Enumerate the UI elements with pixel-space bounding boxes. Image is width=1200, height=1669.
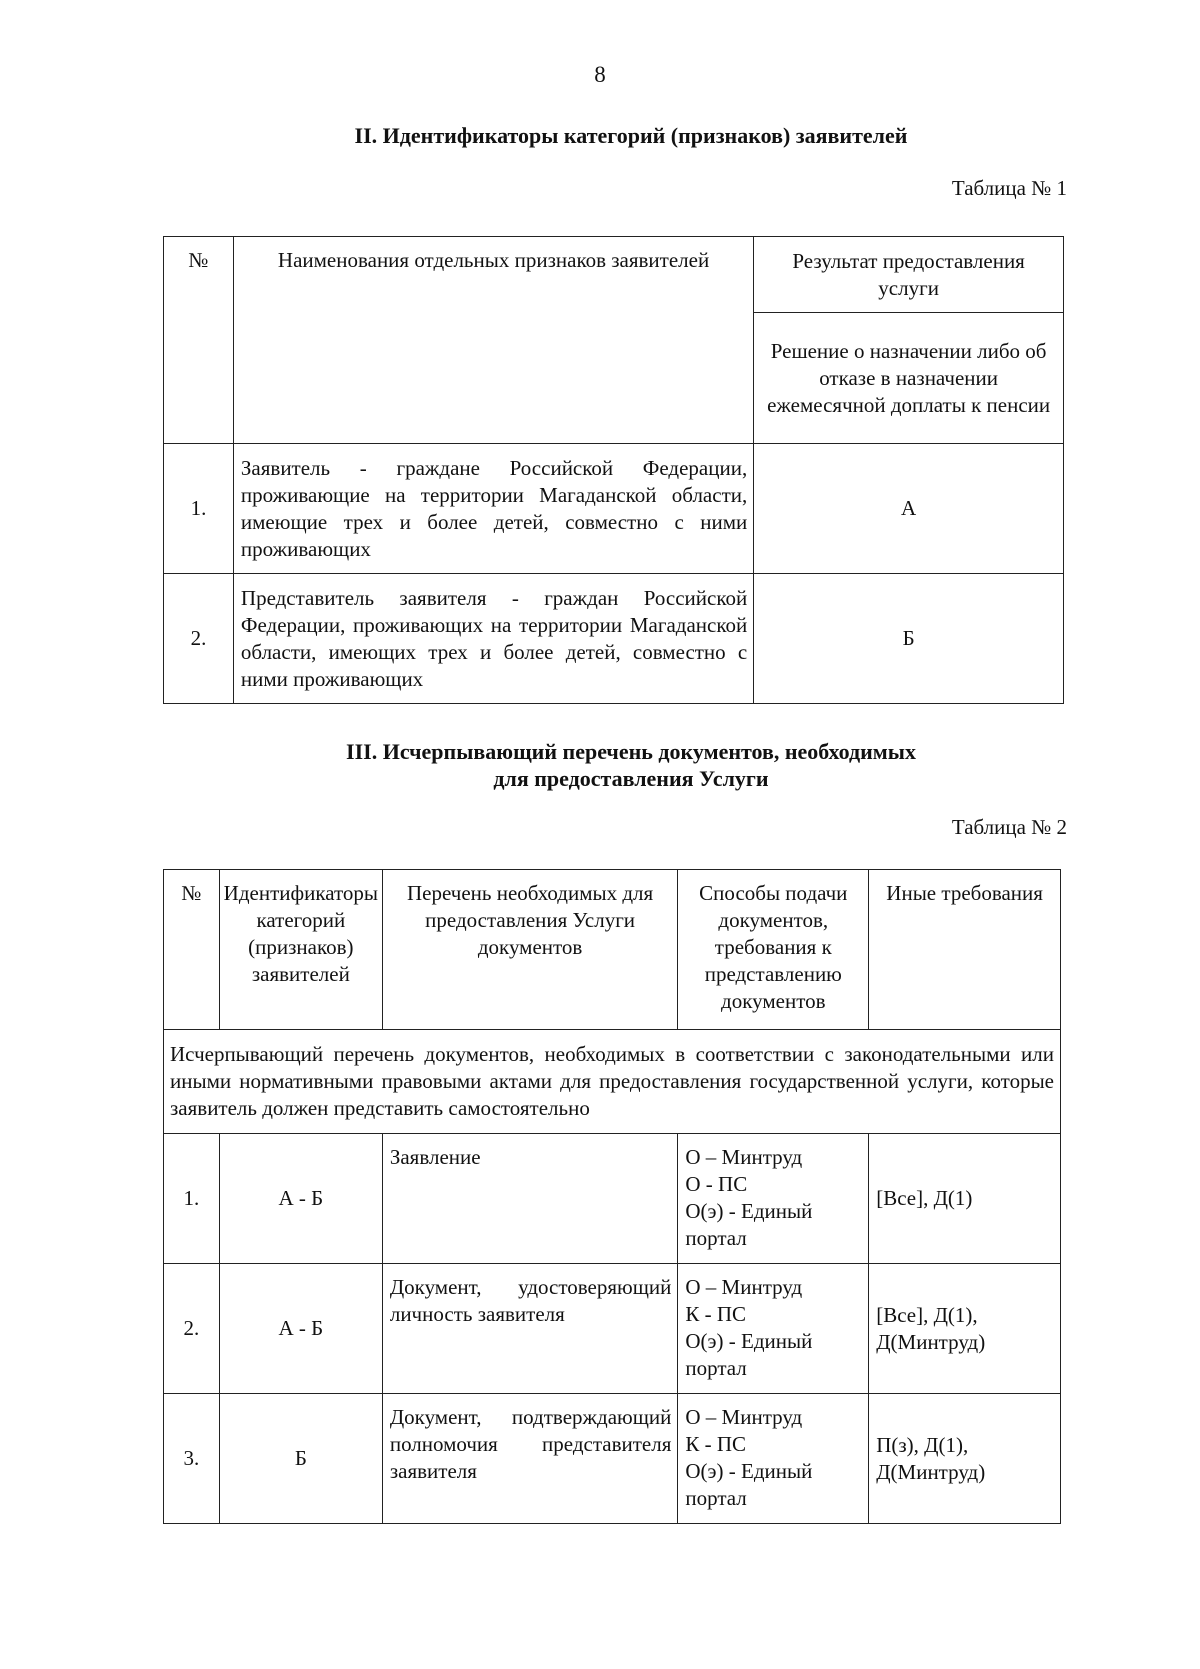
method-line: О – Минтруд [685,1275,803,1299]
table2-header-num: № [164,870,220,1030]
table1-row-result: Б [754,574,1064,704]
table1-row [164,444,1064,574]
table2-row-doc: Документ, подтверждающий полномочия представителя заявителя [382,1394,678,1524]
table2-row-methods [678,1134,869,1264]
table2-header-docs: Перечень необходимых для предоставления Услуги документов [382,870,678,1030]
page-number: 8 [594,62,606,87]
method-line: О – Минтруд [685,1145,803,1169]
table1-header-name: Наименования отдельных признаков заявителей [233,237,753,444]
table2-row-doc: Документ, удостоверяющий личность заявителя [382,1264,678,1394]
table1-row-num: 2. [164,574,234,704]
method-line: О - ПС [685,1172,748,1196]
method-line: К - ПС [685,1302,747,1326]
table2-row-doc: Заявление [382,1134,678,1264]
table2-row-num: 3. [164,1394,220,1524]
table2-label: Таблица № 2 [951,815,1067,839]
method-line: О(э) - Единый портал [685,1329,813,1380]
table1-row-num: 1. [164,444,234,574]
section2-heading: II. Идентификаторы категорий (признаков) заявителей [354,123,908,148]
table1 [163,236,1064,704]
method-line: К - ПС [685,1432,747,1456]
table2-header-ident: Идентификаторы категорий (признаков) заявителей [219,870,382,1030]
table1-row [164,574,1064,704]
method-line: О(э) - Единый портал [685,1459,813,1510]
table2-row-other: [Все], Д(1) [869,1134,1061,1264]
table1-row-result: А [754,444,1064,574]
table2-row [164,1394,1061,1524]
table2-row-num: 1. [164,1134,220,1264]
table2-row-methods [678,1264,869,1394]
table2-header-other: Иные требования [869,870,1061,1030]
table2-row-ident: А - Б [219,1134,382,1264]
section3-heading-line1: III. Исчерпывающий перечень документов, необходимых [346,739,916,764]
method-line: О(э) - Единый портал [685,1199,813,1250]
table1-header-result: Результат предоставления услуги [754,237,1064,313]
table2-span-row: Исчерпывающий перечень документов, необходимых в соответствии с законодательными или иными нормативными правовыми актами для предоставления государственной услуги, которые заявитель должен представить самостоятельно [164,1030,1061,1134]
table1-header-result-sub: Решение о назначении либо об отказе в назначении ежемесячной доплаты к пенсии [754,313,1064,444]
method-line: О – Минтруд [685,1405,803,1429]
table1-row-text: Заявитель - граждане Российской Федерации, проживающие на территории Магаданской области, имеющие трех и более детей, совместно с ними проживающих [233,444,753,574]
table1-label: Таблица № 1 [951,176,1067,200]
table2-row-num: 2. [164,1264,220,1394]
table1-header-num: № [164,237,234,444]
table2-row [164,1264,1061,1394]
table1-row-text: Представитель заявителя - граждан Российской Федерации, проживающих на территории Магаданской области, имеющих трех и более детей, совместно с ними проживающих [233,574,753,704]
table2 [163,869,1061,1524]
table2-row-ident: Б [219,1394,382,1524]
table2-row-other: П(з), Д(1), Д(Минтруд) [869,1394,1061,1524]
table2-row [164,1134,1061,1264]
table2-row-other: [Все], Д(1), Д(Минтруд) [869,1264,1061,1394]
section3-heading-line2: для предоставления Услуги [493,766,769,791]
table2-row-ident: А - Б [219,1264,382,1394]
table2-header-methods: Способы подачи документов, требования к представлению документов [678,870,869,1030]
table2-row-methods [678,1394,869,1524]
